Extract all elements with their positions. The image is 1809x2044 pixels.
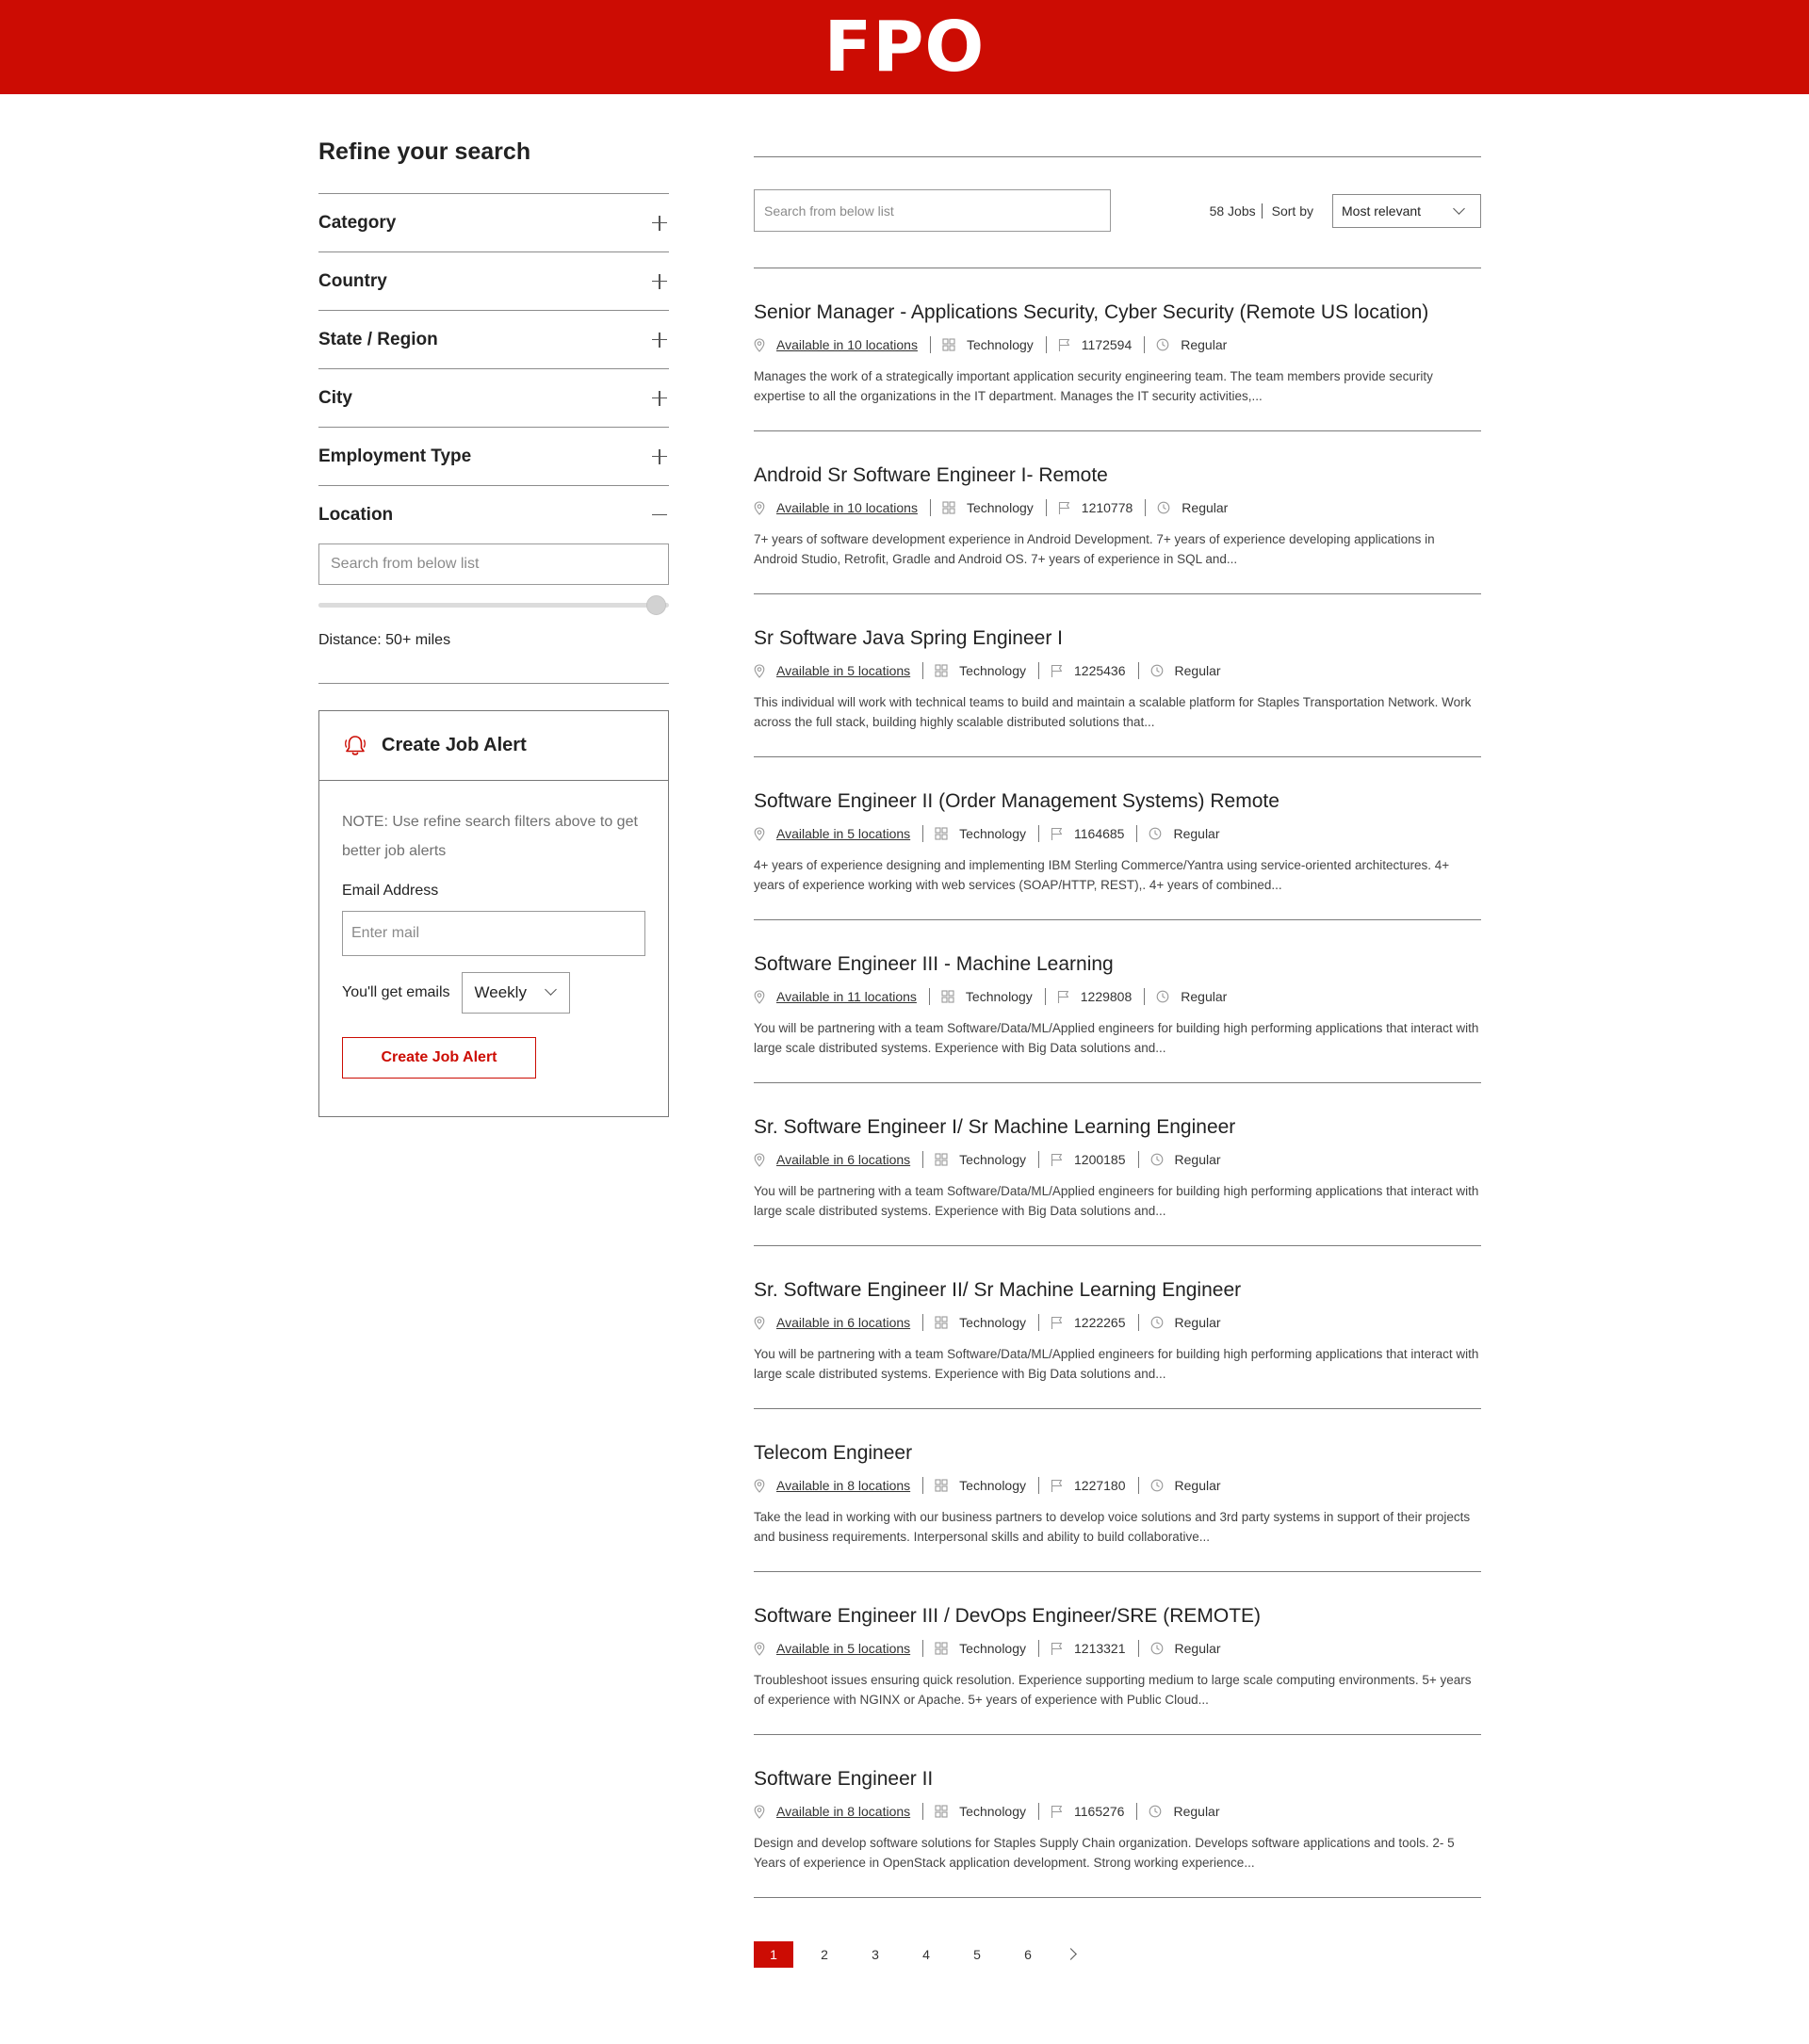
job-locations: [754, 662, 923, 679]
flag-icon: [1058, 338, 1070, 352]
job-id-text: 1164685: [1074, 826, 1125, 841]
job-title[interactable]: Sr Software Java Spring Engineer I: [754, 627, 1064, 649]
job-description: Manages the work of a strategically important application security engineering team. The team members provide security expertise to all the organizations in the IT department. Manages the IT security activities,...: [754, 369, 1433, 403]
job-type-text: Regular: [1181, 989, 1228, 1004]
sort-area: [1210, 194, 1481, 228]
job-meta: [754, 662, 1481, 679]
page-6-button[interactable]: 6: [1024, 1947, 1032, 1962]
locations-link[interactable]: Available in 11 locations: [776, 989, 917, 1004]
flag-icon: [1057, 990, 1069, 1004]
category-text: Technology: [959, 826, 1026, 841]
plus-icon[interactable]: [652, 449, 667, 464]
job-list: [754, 268, 1481, 1898]
filter-category[interactable]: [318, 193, 669, 251]
category-text: Technology: [959, 1804, 1026, 1819]
job-locations: [754, 336, 931, 353]
job-category: [935, 1640, 1039, 1657]
job-meta: [754, 825, 1481, 842]
job-id-text: 1229808: [1080, 989, 1133, 1004]
locations-link[interactable]: Available in 5 locations: [776, 1641, 911, 1656]
job-description: Troubleshoot issues ensuring quick resolution. Experience supporting medium to large scale computing environments. 5+ years of experience with NGINX or Apache. 5+ years of experience with Public Cloud...: [754, 1673, 1472, 1707]
grid-icon: [942, 338, 955, 351]
map-pin-icon: [754, 501, 765, 515]
job-title[interactable]: Sr. Software Engineer II/ Sr Machine Learning Engineer: [754, 1279, 1242, 1301]
map-pin-icon: [754, 1642, 765, 1656]
grid-icon: [941, 990, 954, 1003]
job-type-text: Regular: [1182, 500, 1229, 515]
job-type-text: Regular: [1174, 1641, 1221, 1656]
locations-link[interactable]: Available in 6 locations: [776, 1152, 911, 1167]
site-header: [0, 0, 1809, 94]
flag-icon: [1058, 501, 1070, 515]
flag-icon: [1051, 664, 1063, 678]
job-type: [1150, 1151, 1233, 1168]
clock-icon: [1150, 1153, 1164, 1166]
job-description: You will be partnering with a team Software/Data/ML/Applied engineers for building high performing applications that interact with large scale distributed systems. Experience with Big Data solutions and...: [754, 1184, 1479, 1218]
map-pin-icon: [754, 664, 765, 678]
flag-icon: [1051, 1153, 1063, 1167]
job-meta: [754, 499, 1481, 516]
job-alert-title: Create Job Alert: [382, 735, 527, 755]
category-text: Technology: [959, 1641, 1026, 1656]
slider-thumb[interactable]: [646, 595, 666, 615]
minus-icon[interactable]: [652, 508, 667, 523]
job-title[interactable]: Sr. Software Engineer I/ Sr Machine Learning Engineer: [754, 1116, 1236, 1138]
map-pin-icon: [754, 1316, 765, 1330]
job-id: [1051, 825, 1137, 842]
job-meta: [754, 1314, 1481, 1331]
flag-icon: [1051, 827, 1063, 841]
clock-icon: [1157, 501, 1170, 514]
results-search-input[interactable]: [754, 189, 1111, 232]
job-id-text: 1210778: [1081, 500, 1133, 515]
grid-icon: [935, 1153, 948, 1166]
filter-label: Country: [318, 270, 387, 291]
distance-slider[interactable]: [318, 594, 669, 615]
filter-label: Category: [318, 212, 397, 233]
job-locations: [754, 1477, 923, 1494]
page-5-button[interactable]: 5: [973, 1947, 981, 1962]
job-type: [1150, 662, 1233, 679]
slider-fill: [318, 603, 658, 608]
job-id: [1058, 499, 1147, 516]
filter-label: Employment Type: [318, 446, 472, 466]
job-title[interactable]: Senior Manager - Applications Security, Cyber Security (Remote US location): [754, 301, 1429, 323]
job-id-text: 1172594: [1081, 337, 1133, 352]
job-card: [754, 1409, 1481, 1572]
flag-icon: [1051, 1316, 1063, 1330]
page-3-button[interactable]: 3: [872, 1947, 879, 1962]
map-pin-icon: [754, 338, 765, 352]
job-title[interactable]: Telecom Engineer: [754, 1442, 913, 1464]
job-title[interactable]: Software Engineer III - Machine Learning: [754, 953, 1114, 975]
category-text: Technology: [966, 500, 1034, 515]
job-alert-note: NOTE: Use refine search filters above to get better job alerts: [342, 814, 638, 859]
frequency-value: Weekly: [474, 983, 527, 1001]
clock-icon: [1156, 990, 1169, 1003]
job-category: [935, 1477, 1039, 1494]
category-text: Technology: [966, 337, 1034, 352]
chevron-right-icon: [1065, 1948, 1077, 1960]
plus-icon[interactable]: [652, 216, 667, 231]
grid-icon: [942, 501, 955, 514]
results-toolbar: [754, 157, 1481, 268]
page-2-button[interactable]: 2: [821, 1947, 828, 1962]
sort-value: Most relevant: [1342, 203, 1422, 219]
locations-link[interactable]: Available in 5 locations: [776, 826, 911, 841]
job-card: [754, 594, 1481, 757]
locations-link[interactable]: Available in 5 locations: [776, 663, 911, 678]
job-id: [1051, 1477, 1139, 1494]
frequency-label: You'll get emails: [342, 984, 450, 1000]
flag-icon: [1051, 1805, 1063, 1819]
job-category: [942, 336, 1047, 353]
job-category: [935, 662, 1039, 679]
job-locations: [754, 1640, 923, 1657]
job-id-text: 1200185: [1074, 1152, 1126, 1167]
frequency-row: [342, 972, 645, 1014]
filter-country[interactable]: [318, 251, 669, 310]
filter-label: City: [318, 387, 352, 408]
job-type: [1150, 1640, 1233, 1657]
job-category: [935, 825, 1039, 842]
job-locations: [754, 1314, 923, 1331]
job-id: [1051, 1314, 1139, 1331]
job-type: [1150, 1477, 1233, 1494]
refine-title: Refine your search: [318, 138, 531, 165]
job-card: [754, 431, 1481, 594]
pagination: [754, 1941, 1481, 1968]
job-id: [1058, 336, 1145, 353]
locations-link[interactable]: Available in 8 locations: [776, 1804, 911, 1819]
job-id-text: 1222265: [1074, 1315, 1126, 1330]
job-alert-body: [319, 781, 668, 1116]
job-type-text: Regular: [1174, 1478, 1221, 1493]
map-pin-icon: [754, 1479, 765, 1493]
job-type-text: Regular: [1173, 1804, 1220, 1819]
job-card: [754, 757, 1481, 920]
locations-link[interactable]: Available in 10 locations: [776, 500, 918, 515]
job-card: [754, 1246, 1481, 1409]
filter-state-region[interactable]: [318, 310, 669, 368]
job-id-text: 1213321: [1074, 1641, 1126, 1656]
chevron-down-icon: [1453, 203, 1465, 215]
grid-icon: [935, 1316, 948, 1329]
job-results: [754, 156, 1481, 1968]
job-description: Take the lead in working with our business partners to develop voice solutions and 3rd party systems in support of their projects and business requirements. Interpersonal skills and ability to build collaborative...: [754, 1510, 1471, 1544]
job-meta: [754, 336, 1481, 353]
job-type: [1149, 1803, 1231, 1820]
job-alert-header: [319, 711, 668, 781]
chevron-down-icon: [545, 983, 557, 996]
job-category: [935, 1151, 1039, 1168]
clock-icon: [1149, 1805, 1162, 1818]
page-4-button[interactable]: 4: [922, 1947, 930, 1962]
clock-icon: [1150, 1642, 1164, 1655]
job-category: [935, 1314, 1039, 1331]
job-card: [754, 1083, 1481, 1246]
create-job-alert-button[interactable]: Create Job Alert: [342, 1037, 536, 1079]
bell-icon: [342, 733, 368, 759]
job-locations: [754, 1151, 923, 1168]
job-id: [1051, 1803, 1137, 1820]
filter-employment-type[interactable]: [318, 427, 669, 485]
job-type: [1150, 1314, 1233, 1331]
job-type-text: Regular: [1174, 1315, 1221, 1330]
site-logo[interactable]: FPO: [823, 7, 986, 88]
clock-icon: [1156, 338, 1169, 351]
map-pin-icon: [754, 1153, 765, 1167]
map-pin-icon: [754, 990, 765, 1004]
grid-icon: [935, 1805, 948, 1818]
job-id: [1051, 1640, 1139, 1657]
job-locations: [754, 825, 923, 842]
location-search-input[interactable]: [318, 543, 669, 585]
locations-link[interactable]: Available in 8 locations: [776, 1478, 911, 1493]
category-text: Technology: [959, 663, 1026, 678]
job-meta: [754, 988, 1481, 1005]
job-category: [935, 1803, 1039, 1820]
grid-icon: [935, 1479, 948, 1492]
frequency-select[interactable]: [462, 972, 570, 1014]
job-description: You will be partnering with a team Software/Data/ML/Applied engineers for building high performing applications that interact with large scale distributed systems. Experience with Big Data solutions and...: [754, 1021, 1479, 1055]
next-page-button[interactable]: [1059, 1941, 1087, 1968]
job-id: [1051, 1151, 1139, 1168]
sort-select[interactable]: [1332, 194, 1481, 228]
job-description: 7+ years of software development experience in Android Development. 7+ years of experience developing applications in Android Studio, Retrofit, Gradle and Android OS. 7+ years of experience in SQL and...: [754, 532, 1435, 566]
job-category: [941, 988, 1046, 1005]
job-type-text: Regular: [1173, 826, 1220, 841]
map-pin-icon: [754, 1805, 765, 1819]
job-description: This individual will work with technical teams to build and maintain a scalable platform for Staples Transportation Network. Work across the full stack, building highly scalable distributed solutions that...: [754, 695, 1472, 729]
plus-icon[interactable]: [652, 333, 667, 348]
job-alert-panel: [318, 710, 669, 1117]
category-text: Technology: [959, 1315, 1026, 1330]
grid-icon: [935, 827, 948, 840]
flag-icon: [1051, 1479, 1063, 1493]
job-card: [754, 920, 1481, 1083]
category-text: Technology: [959, 1478, 1026, 1493]
locations-link[interactable]: Available in 10 locations: [776, 337, 918, 352]
category-text: Technology: [959, 1152, 1026, 1167]
job-description: You will be partnering with a team Software/Data/ML/Applied engineers for building high performing applications that interact with large scale distributed systems. Experience with Big Data solutions and...: [754, 1347, 1479, 1381]
job-type: [1149, 825, 1231, 842]
clock-icon: [1150, 664, 1164, 677]
job-description: 4+ years of experience designing and implementing IBM Sterling Commerce/Yantra using service-oriented architectures. 4+ years of experience working with web services (SOAP/HTTP, REST),. 4+ years of combined...: [754, 858, 1450, 892]
clock-icon: [1149, 827, 1162, 840]
grid-icon: [935, 1642, 948, 1655]
job-type-text: Regular: [1181, 337, 1228, 352]
locations-link[interactable]: Available in 6 locations: [776, 1315, 911, 1330]
job-id: [1051, 662, 1139, 679]
plus-icon[interactable]: [652, 391, 667, 406]
email-label: Email Address: [342, 883, 439, 899]
clock-icon: [1150, 1479, 1164, 1492]
job-locations: [754, 988, 930, 1005]
job-type-text: Regular: [1174, 1152, 1221, 1167]
job-type: [1157, 499, 1240, 516]
job-id-text: 1225436: [1074, 663, 1126, 678]
job-type-text: Regular: [1174, 663, 1221, 678]
job-title[interactable]: Software Engineer II (Order Management Systems) Remote: [754, 790, 1279, 812]
clock-icon: [1150, 1316, 1164, 1329]
job-locations: [754, 499, 931, 516]
filter-location[interactable]: [318, 485, 669, 543]
grid-icon: [935, 664, 948, 677]
job-type: [1156, 336, 1239, 353]
filter-city[interactable]: [318, 368, 669, 427]
job-meta: [754, 1640, 1481, 1657]
job-type: [1156, 988, 1239, 1005]
job-title[interactable]: Software Engineer III / DevOps Engineer/SRE (REMOTE): [754, 1605, 1262, 1627]
job-id-text: 1227180: [1074, 1478, 1126, 1493]
distance-label: Distance: 50+ miles: [318, 632, 451, 648]
refine-sidebar: [318, 132, 669, 1117]
category-text: Technology: [965, 989, 1033, 1004]
job-id-text: 1165276: [1074, 1804, 1125, 1819]
job-meta: [754, 1477, 1481, 1494]
jobs-count: 58 Jobs: [1210, 203, 1263, 219]
job-card: [754, 1735, 1481, 1898]
job-title[interactable]: Android Sr Software Engineer I- Remote: [754, 464, 1108, 486]
job-meta: [754, 1803, 1481, 1820]
job-locations: [754, 1803, 923, 1820]
job-category: [942, 499, 1047, 516]
job-title[interactable]: Software Engineer II: [754, 1768, 934, 1790]
page-1-button[interactable]: 1: [754, 1941, 793, 1968]
email-input[interactable]: [342, 911, 645, 956]
job-id: [1057, 988, 1146, 1005]
job-description: Design and develop software solutions for Staples Supply Chain organization. Develops software applications and tools. 2- 5 Years of experience in OpenStack application development. Strong working experience...: [754, 1836, 1455, 1870]
map-pin-icon: [754, 827, 765, 841]
filter-label: State / Region: [318, 329, 438, 349]
sort-label: Sort by: [1271, 203, 1313, 219]
flag-icon: [1051, 1642, 1063, 1656]
job-card: [754, 1572, 1481, 1735]
plus-icon[interactable]: [652, 274, 667, 289]
job-meta: [754, 1151, 1481, 1168]
filter-label: Location: [318, 504, 394, 525]
job-card: [754, 268, 1481, 431]
location-filter-panel: [318, 543, 669, 684]
